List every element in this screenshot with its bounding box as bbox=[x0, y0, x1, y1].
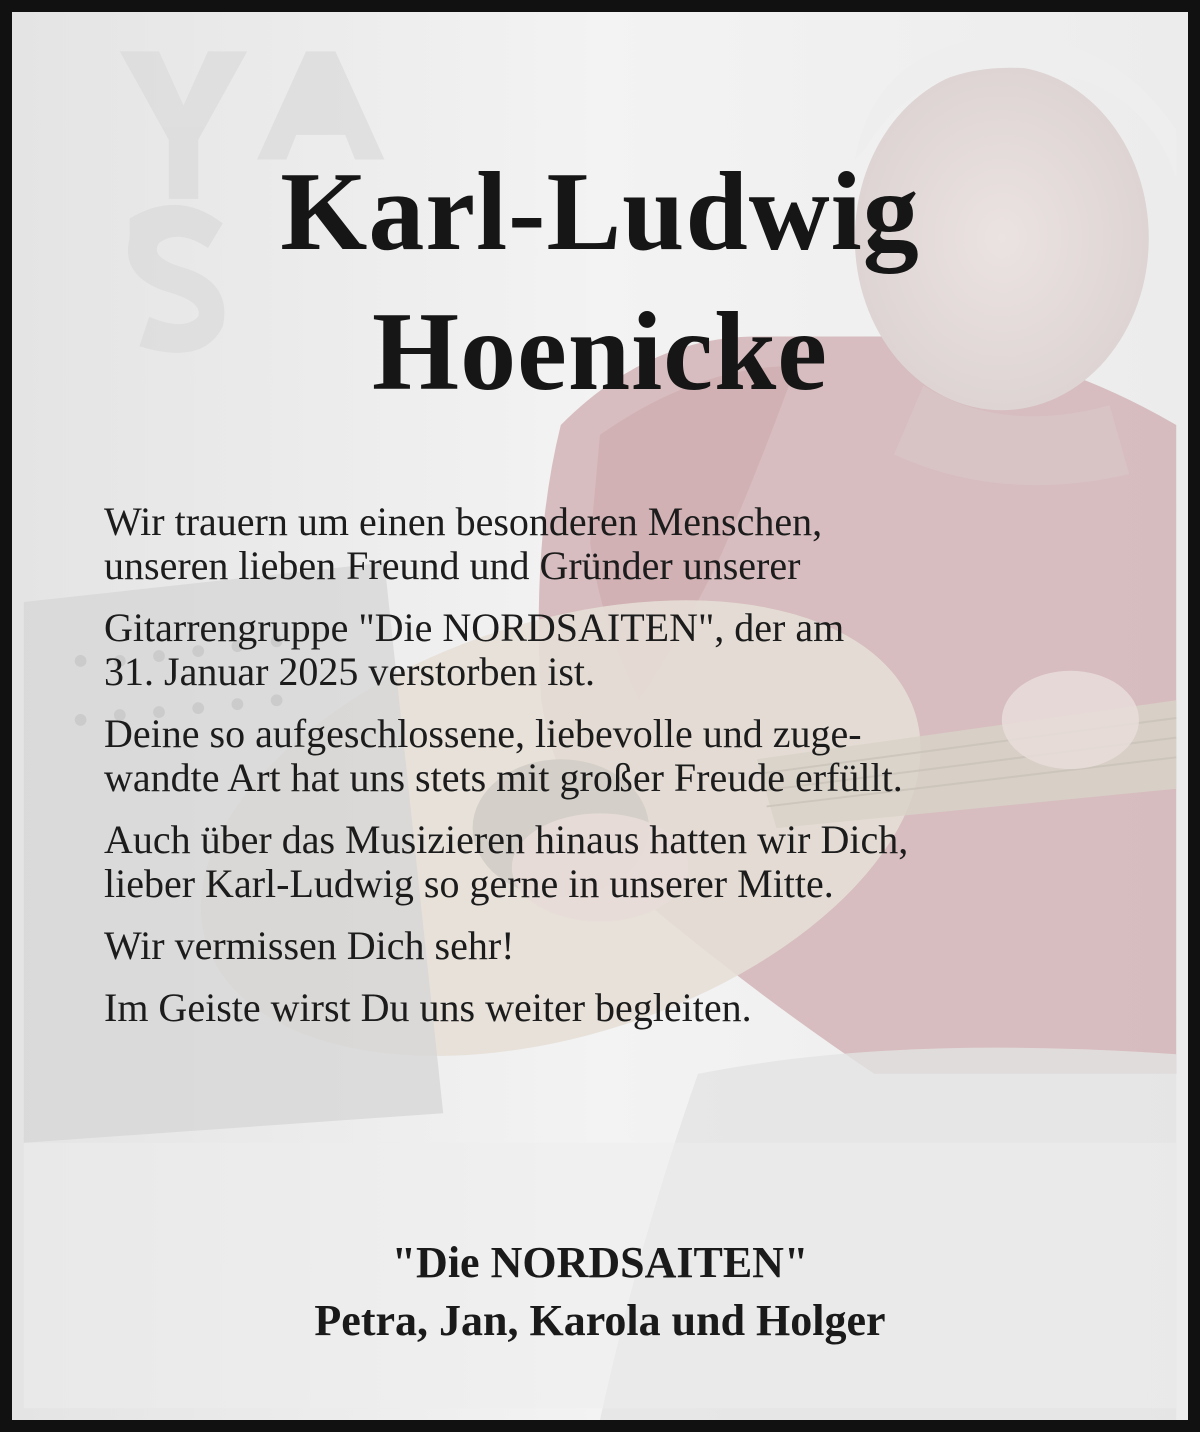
group-name: "Die NORDSAITEN" bbox=[391, 1238, 809, 1287]
signature-block bbox=[12, 1234, 1188, 1350]
paragraph bbox=[104, 818, 1144, 906]
deceased-last-name: Hoenicke bbox=[372, 290, 828, 414]
condolence-text bbox=[104, 500, 1144, 1048]
paragraph bbox=[104, 924, 1144, 968]
deceased-first-name: Karl-Ludwig bbox=[280, 150, 920, 274]
paragraph bbox=[104, 606, 1144, 694]
text-line: wandte Art hat uns stets mit großer Freude erfüllt. bbox=[104, 755, 903, 800]
text-line: Gitarrengruppe "Die NORDSAITEN", der am bbox=[104, 605, 845, 650]
text-line: Wir vermissen Dich sehr! bbox=[104, 923, 515, 968]
text-line: Auch über das Musizieren hinaus hatten wir Dich, bbox=[104, 817, 909, 862]
paragraph bbox=[104, 500, 1144, 588]
text-line: Deine so aufgeschlossene, liebevolle und zuge- bbox=[104, 711, 862, 756]
paragraph bbox=[104, 986, 1144, 1030]
text-line: unseren lieben Freund und Gründer unserer bbox=[104, 543, 801, 588]
deceased-name bbox=[12, 142, 1188, 422]
text-line: Wir trauern um einen besonderen Menschen, bbox=[104, 499, 823, 544]
member-names: Petra, Jan, Karola und Holger bbox=[314, 1296, 886, 1345]
text-line: lieber Karl-Ludwig so gerne in unserer Mitte. bbox=[104, 861, 834, 906]
text-line: 31. Januar 2025 verstorben ist. bbox=[104, 649, 596, 694]
text-line: Im Geiste wirst Du uns weiter begleiten. bbox=[104, 985, 752, 1030]
paragraph bbox=[104, 712, 1144, 800]
